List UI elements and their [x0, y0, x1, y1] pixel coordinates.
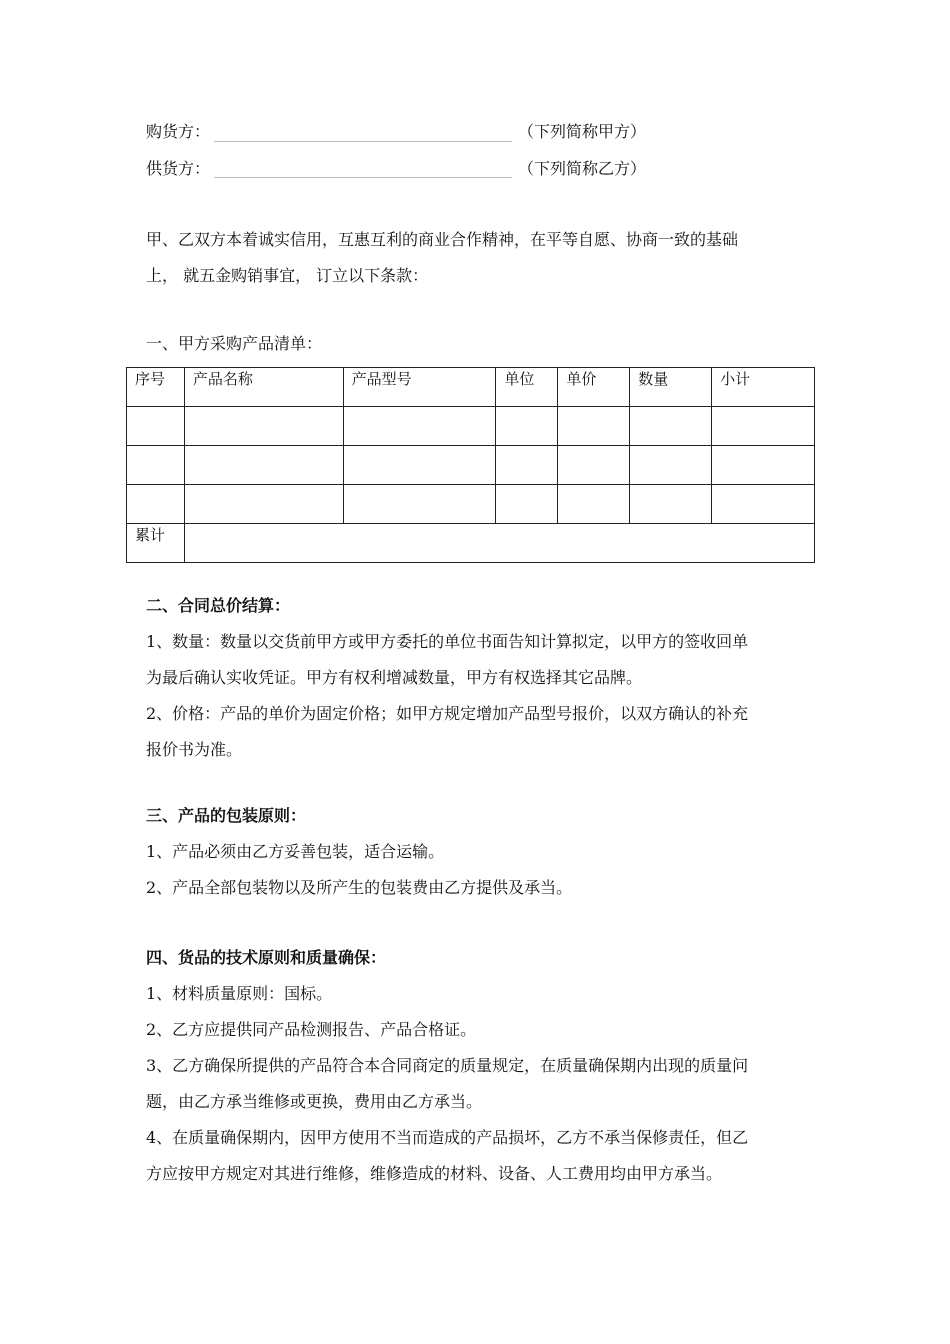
supplier-note: （下列简称乙方）	[518, 159, 647, 178]
table-cell[interactable]	[558, 407, 630, 446]
table-cell[interactable]	[184, 446, 343, 485]
section4-line: 方应按甲方规定对其进行维修，维修造成的材料、设备、人工费用均由甲方承当。	[146, 1164, 723, 1183]
intro-line-1: 甲、乙双方本着诚实信用，互惠互利的商业合作精神，在平等自愿、协商一致的基础	[146, 230, 739, 249]
section3-title: 三、产品的包装原则：	[146, 806, 307, 825]
product-list-table	[126, 367, 815, 563]
section2-line: 2、价格：产品的单价为固定价格；如甲方规定增加产品型号报价，以双方确认的补充	[146, 704, 749, 723]
section2-title: 二、合同总价结算：	[146, 596, 291, 615]
buyer-note: （下列简称甲方）	[518, 122, 647, 141]
section4-line: 题，由乙方承当维修或更换，费用由乙方承当。	[146, 1092, 483, 1111]
table-cell[interactable]	[712, 407, 815, 446]
column-header: 产品名称	[184, 368, 343, 407]
section1-title: 一、甲方采购产品清单：	[146, 334, 323, 353]
table-cell[interactable]	[343, 446, 496, 485]
table-cell[interactable]	[630, 446, 712, 485]
table-cell[interactable]	[712, 485, 815, 524]
supplier-label: 供货方：	[146, 159, 211, 178]
table-cell[interactable]	[343, 485, 496, 524]
total-label: 累计	[127, 524, 185, 563]
table-cell[interactable]	[127, 446, 185, 485]
section2	[146, 588, 811, 768]
section4-line: 4、在质量确保期内，因甲方使用不当而造成的产品损坏，乙方不承当保修责任，但乙	[146, 1128, 749, 1147]
section2-line: 为最后确认实收凭证。甲方有权利增减数量，甲方有权选择其它品牌。	[146, 668, 643, 687]
total-value-cell[interactable]	[184, 524, 814, 563]
section4	[146, 940, 811, 1192]
table-cell[interactable]	[558, 485, 630, 524]
table-cell[interactable]	[712, 446, 815, 485]
section3	[146, 798, 811, 906]
table-total-row	[127, 524, 815, 563]
section4-title: 四、货品的技术原则和质量确保：	[146, 948, 387, 967]
table-row	[127, 407, 815, 446]
buyer-blank-line	[214, 141, 512, 142]
column-header: 序号	[127, 368, 185, 407]
table-cell[interactable]	[127, 407, 185, 446]
column-header: 单位	[496, 368, 558, 407]
table-cell[interactable]	[496, 446, 558, 485]
section4-line: 1、材料质量原则：国标。	[146, 984, 333, 1003]
table-row	[127, 446, 815, 485]
intro-paragraph	[146, 222, 806, 294]
section4-line: 2、乙方应提供同产品检测报告、产品合格证。	[146, 1020, 477, 1039]
table-cell[interactable]	[630, 407, 712, 446]
section2-line: 1、数量：数量以交货前甲方或甲方委托的单位书面告知计算拟定，以甲方的签收回单	[146, 632, 749, 651]
table-cell[interactable]	[184, 485, 343, 524]
table-cell[interactable]	[496, 407, 558, 446]
table-cell[interactable]	[127, 485, 185, 524]
column-header: 产品型号	[343, 368, 496, 407]
column-header: 小计	[712, 368, 815, 407]
table-cell[interactable]	[343, 407, 496, 446]
section3-line: 2、产品全部包装物以及所产生的包装费由乙方提供及承当。	[146, 878, 573, 897]
table-cell[interactable]	[630, 485, 712, 524]
supplier-blank-line	[214, 177, 512, 178]
column-header: 单价	[558, 368, 630, 407]
table-header-row	[127, 368, 815, 407]
section4-line: 3、乙方确保所提供的产品符合本合同商定的质量规定，在质量确保期内出现的质量问	[146, 1056, 749, 1075]
column-header: 数量	[630, 368, 712, 407]
table-cell[interactable]	[184, 407, 343, 446]
table-row	[127, 485, 815, 524]
table-cell[interactable]	[496, 485, 558, 524]
section2-line: 报价书为准。	[146, 740, 243, 759]
intro-line-2: 上， 就五金购销事宜， 订立以下条款：	[146, 266, 429, 285]
table-cell[interactable]	[558, 446, 630, 485]
section3-line: 1、产品必须由乙方妥善包装，适合运输。	[146, 842, 445, 861]
buyer-label: 购货方：	[146, 122, 211, 141]
